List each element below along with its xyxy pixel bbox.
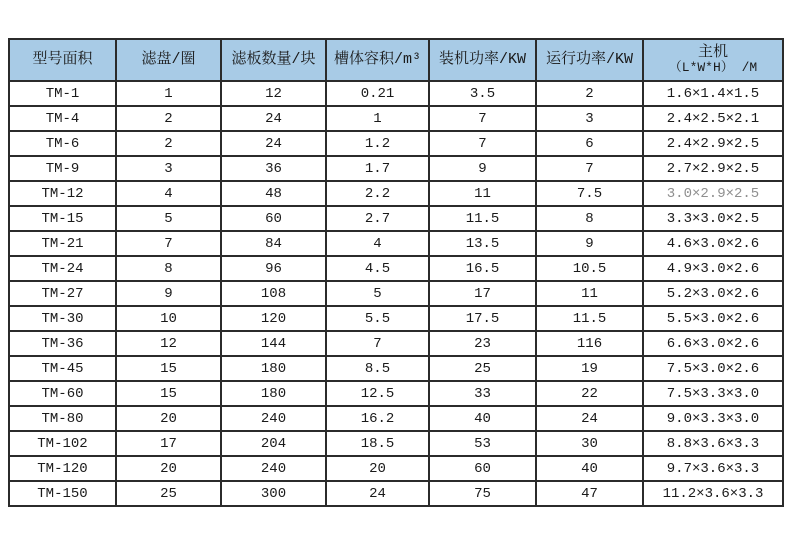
table-row — [9, 281, 783, 306]
cell-main-unit-dimensions: 3.3×3.0×2.5 — [643, 206, 783, 231]
cell-filter-plates: 36 — [221, 156, 326, 181]
cell-main-unit-dimensions: 5.2×3.0×2.6 — [643, 281, 783, 306]
cell-main-unit-dimensions: 2.4×2.9×2.5 — [643, 131, 783, 156]
cell-running-power: 47 — [536, 481, 643, 506]
cell-installed-power: 3.5 — [429, 81, 536, 106]
cell-main-unit-dimensions: 6.6×3.0×2.6 — [643, 331, 783, 356]
spec-table — [8, 38, 784, 507]
cell-model-area: TM-80 — [9, 406, 116, 431]
header-main-unit-line2: （L*W*H） /M — [668, 60, 758, 76]
cell-running-power: 116 — [536, 331, 643, 356]
cell-filter-discs: 5 — [116, 206, 221, 231]
cell-model-area: TM-15 — [9, 206, 116, 231]
table-row — [9, 206, 783, 231]
cell-installed-power: 16.5 — [429, 256, 536, 281]
header-running-power: 运行功率/KW — [536, 39, 643, 81]
cell-tank-volume: 1.7 — [326, 156, 429, 181]
cell-main-unit-dimensions: 8.8×3.6×3.3 — [643, 431, 783, 456]
cell-filter-plates: 204 — [221, 431, 326, 456]
cell-installed-power: 17 — [429, 281, 536, 306]
cell-running-power: 40 — [536, 456, 643, 481]
cell-model-area: TM-27 — [9, 281, 116, 306]
cell-filter-discs: 3 — [116, 156, 221, 181]
cell-installed-power: 11.5 — [429, 206, 536, 231]
header-installed-power: 装机功率/KW — [429, 39, 536, 81]
cell-filter-discs: 20 — [116, 456, 221, 481]
cell-filter-plates: 108 — [221, 281, 326, 306]
cell-tank-volume: 1 — [326, 106, 429, 131]
cell-running-power: 8 — [536, 206, 643, 231]
cell-filter-discs: 15 — [116, 356, 221, 381]
cell-tank-volume: 0.21 — [326, 81, 429, 106]
table-row — [9, 181, 783, 206]
cell-tank-volume: 12.5 — [326, 381, 429, 406]
cell-installed-power: 60 — [429, 456, 536, 481]
cell-running-power: 10.5 — [536, 256, 643, 281]
table-row — [9, 81, 783, 106]
cell-tank-volume: 18.5 — [326, 431, 429, 456]
header-main-unit — [643, 39, 783, 81]
cell-running-power: 6 — [536, 131, 643, 156]
cell-tank-volume: 5 — [326, 281, 429, 306]
cell-filter-plates: 84 — [221, 231, 326, 256]
cell-installed-power: 33 — [429, 381, 536, 406]
cell-model-area: TM-150 — [9, 481, 116, 506]
table-row — [9, 306, 783, 331]
spec-table-body — [9, 81, 783, 506]
cell-running-power: 30 — [536, 431, 643, 456]
cell-filter-plates: 24 — [221, 106, 326, 131]
cell-model-area: TM-30 — [9, 306, 116, 331]
cell-tank-volume: 2.2 — [326, 181, 429, 206]
cell-installed-power: 9 — [429, 156, 536, 181]
cell-filter-discs: 10 — [116, 306, 221, 331]
header-model-area: 型号面积 — [9, 39, 116, 81]
header-row — [9, 39, 783, 81]
cell-tank-volume: 20 — [326, 456, 429, 481]
cell-filter-plates: 240 — [221, 456, 326, 481]
cell-main-unit-dimensions: 2.7×2.9×2.5 — [643, 156, 783, 181]
cell-installed-power: 11 — [429, 181, 536, 206]
cell-running-power: 9 — [536, 231, 643, 256]
cell-main-unit-dimensions: 4.9×3.0×2.6 — [643, 256, 783, 281]
cell-main-unit-dimensions: 9.0×3.3×3.0 — [643, 406, 783, 431]
cell-model-area: TM-36 — [9, 331, 116, 356]
cell-model-area: TM-1 — [9, 81, 116, 106]
cell-filter-discs: 4 — [116, 181, 221, 206]
cell-filter-plates: 96 — [221, 256, 326, 281]
cell-filter-discs: 8 — [116, 256, 221, 281]
cell-tank-volume: 24 — [326, 481, 429, 506]
cell-tank-volume: 1.2 — [326, 131, 429, 156]
cell-running-power: 11 — [536, 281, 643, 306]
cell-model-area: TM-6 — [9, 131, 116, 156]
cell-tank-volume: 7 — [326, 331, 429, 356]
table-row — [9, 456, 783, 481]
cell-filter-discs: 20 — [116, 406, 221, 431]
cell-filter-discs: 7 — [116, 231, 221, 256]
table-row — [9, 131, 783, 156]
cell-model-area: TM-12 — [9, 181, 116, 206]
cell-model-area: TM-9 — [9, 156, 116, 181]
cell-main-unit-dimensions: 1.6×1.4×1.5 — [643, 81, 783, 106]
cell-running-power: 7 — [536, 156, 643, 181]
cell-model-area: TM-45 — [9, 356, 116, 381]
cell-model-area: TM-120 — [9, 456, 116, 481]
cell-running-power: 19 — [536, 356, 643, 381]
cell-main-unit-dimensions: 2.4×2.5×2.1 — [643, 106, 783, 131]
cell-installed-power: 53 — [429, 431, 536, 456]
table-row — [9, 431, 783, 456]
cell-main-unit-dimensions: 7.5×3.0×2.6 — [643, 356, 783, 381]
cell-main-unit-dimensions: 11.2×3.6×3.3 — [643, 481, 783, 506]
cell-running-power: 2 — [536, 81, 643, 106]
header-filter-plates: 滤板数量/块 — [221, 39, 326, 81]
cell-filter-discs: 2 — [116, 131, 221, 156]
cell-filter-plates: 24 — [221, 131, 326, 156]
cell-installed-power: 13.5 — [429, 231, 536, 256]
cell-model-area: TM-60 — [9, 381, 116, 406]
cell-tank-volume: 16.2 — [326, 406, 429, 431]
table-row — [9, 156, 783, 181]
cell-model-area: TM-102 — [9, 431, 116, 456]
table-row — [9, 231, 783, 256]
cell-filter-plates: 240 — [221, 406, 326, 431]
cell-tank-volume: 4.5 — [326, 256, 429, 281]
table-row — [9, 106, 783, 131]
cell-filter-plates: 300 — [221, 481, 326, 506]
cell-running-power: 7.5 — [536, 181, 643, 206]
cell-filter-discs: 1 — [116, 81, 221, 106]
table-row — [9, 481, 783, 506]
cell-filter-plates: 60 — [221, 206, 326, 231]
table-row — [9, 256, 783, 281]
cell-tank-volume: 2.7 — [326, 206, 429, 231]
cell-installed-power: 23 — [429, 331, 536, 356]
cell-main-unit-dimensions: 3.0×2.9×2.5 — [643, 181, 783, 206]
cell-filter-plates: 12 — [221, 81, 326, 106]
cell-filter-discs: 9 — [116, 281, 221, 306]
cell-running-power: 22 — [536, 381, 643, 406]
table-row — [9, 406, 783, 431]
cell-main-unit-dimensions: 9.7×3.6×3.3 — [643, 456, 783, 481]
header-tank-volume: 槽体容积/m³ — [326, 39, 429, 81]
cell-installed-power: 7 — [429, 131, 536, 156]
cell-filter-plates: 180 — [221, 356, 326, 381]
cell-filter-discs: 2 — [116, 106, 221, 131]
cell-filter-plates: 144 — [221, 331, 326, 356]
spec-table-header — [9, 39, 783, 81]
cell-main-unit-dimensions: 4.6×3.0×2.6 — [643, 231, 783, 256]
cell-main-unit-dimensions: 7.5×3.3×3.0 — [643, 381, 783, 406]
cell-tank-volume: 4 — [326, 231, 429, 256]
cell-filter-discs: 25 — [116, 481, 221, 506]
cell-model-area: TM-24 — [9, 256, 116, 281]
cell-filter-plates: 180 — [221, 381, 326, 406]
cell-installed-power: 40 — [429, 406, 536, 431]
cell-running-power: 3 — [536, 106, 643, 131]
cell-running-power: 24 — [536, 406, 643, 431]
cell-filter-plates: 48 — [221, 181, 326, 206]
cell-tank-volume: 8.5 — [326, 356, 429, 381]
cell-tank-volume: 5.5 — [326, 306, 429, 331]
spec-table-container — [8, 38, 782, 507]
cell-installed-power: 17.5 — [429, 306, 536, 331]
cell-installed-power: 75 — [429, 481, 536, 506]
cell-filter-plates: 120 — [221, 306, 326, 331]
cell-filter-discs: 17 — [116, 431, 221, 456]
header-filter-discs: 滤盘/圈 — [116, 39, 221, 81]
cell-running-power: 11.5 — [536, 306, 643, 331]
table-row — [9, 381, 783, 406]
cell-filter-discs: 12 — [116, 331, 221, 356]
cell-main-unit-dimensions: 5.5×3.0×2.6 — [643, 306, 783, 331]
cell-installed-power: 25 — [429, 356, 536, 381]
cell-filter-discs: 15 — [116, 381, 221, 406]
cell-model-area: TM-4 — [9, 106, 116, 131]
table-row — [9, 331, 783, 356]
header-main-unit-line1: 主机 — [697, 43, 728, 61]
cell-installed-power: 7 — [429, 106, 536, 131]
cell-model-area: TM-21 — [9, 231, 116, 256]
table-row — [9, 356, 783, 381]
